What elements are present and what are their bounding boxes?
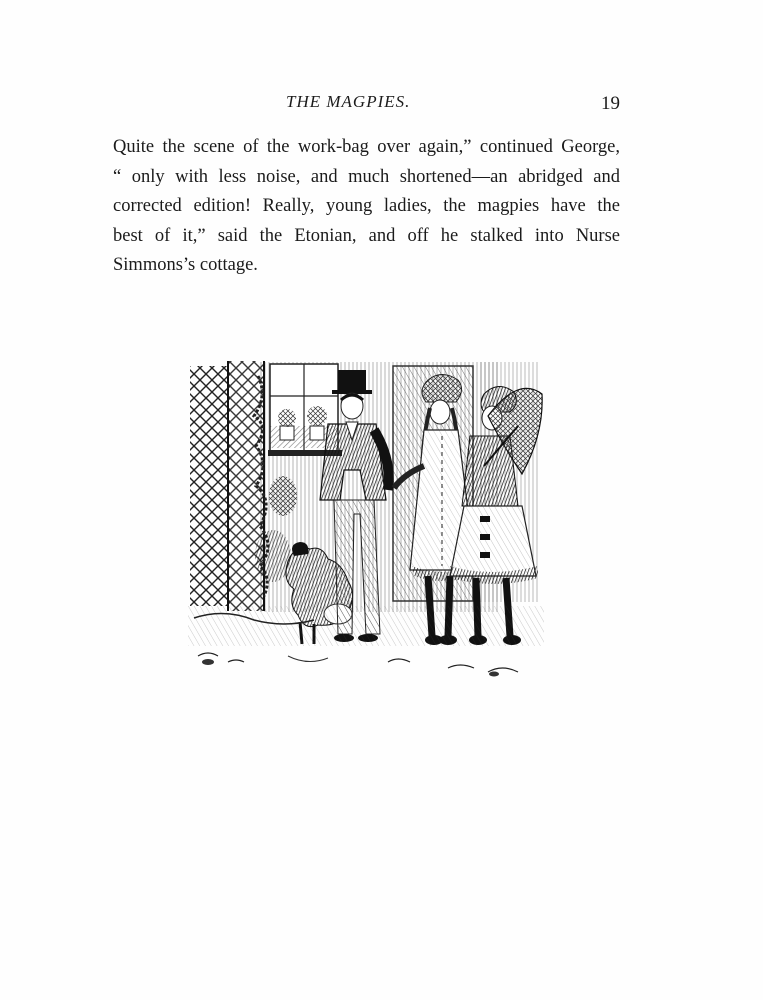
- engraving-illustration: [188, 356, 544, 686]
- text-line: Quite the scene of the work-bag over again,” continued George,: [113, 137, 620, 157]
- running-head: [0, 92, 763, 116]
- body-paragraph: [113, 133, 620, 281]
- text-line: best of it,” said the Etonian, and off he stalked into Nurse: [113, 225, 620, 246]
- text-line: corrected edition! Really, young ladies, the magpies have the: [113, 196, 620, 216]
- running-title: THE MAGPIES.: [286, 92, 411, 111]
- text-line: “ only with less noise, and much shortened—an abridged and: [113, 166, 620, 187]
- page-number: 19: [601, 93, 620, 114]
- text-line: Simmons’s cottage.: [113, 255, 258, 275]
